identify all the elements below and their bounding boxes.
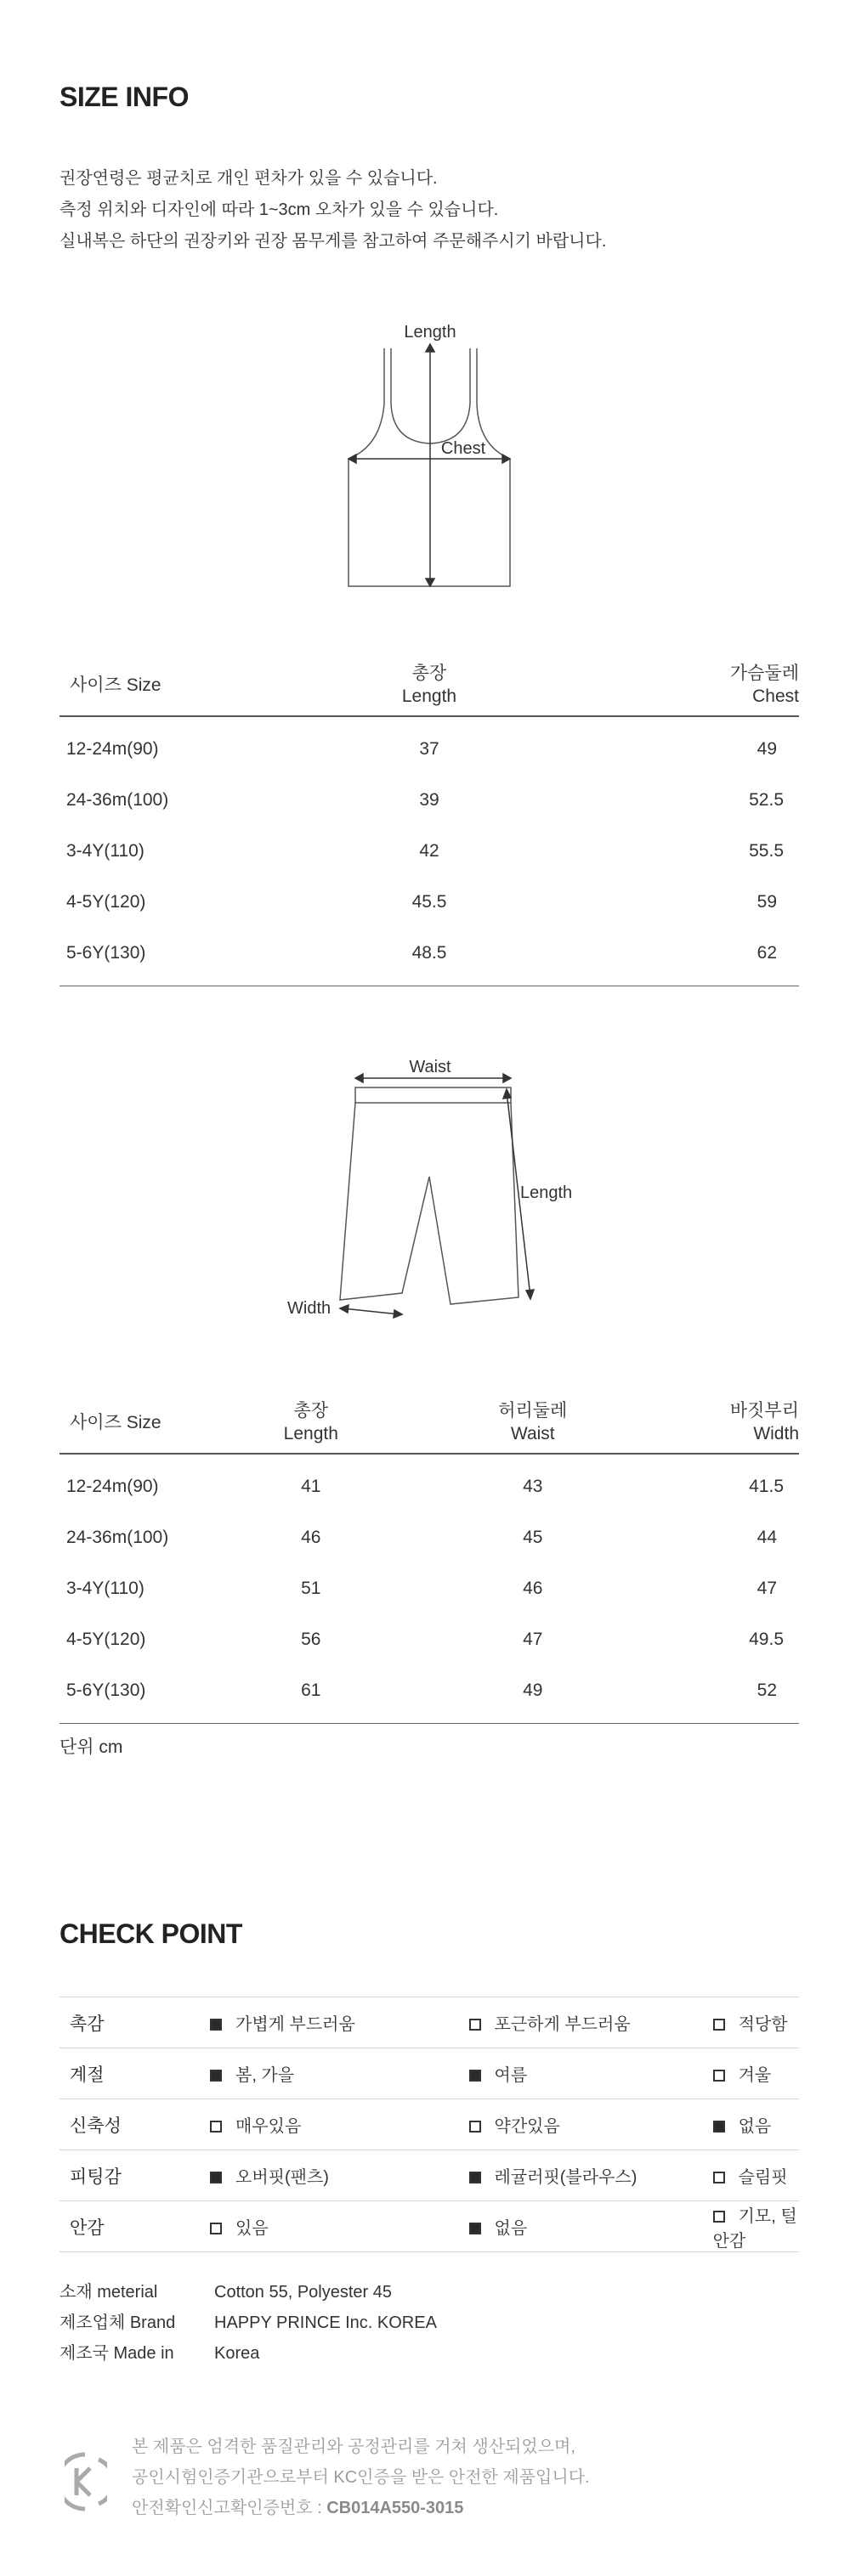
material-row: 소재 meterial Cotton 55, Polyester 45: [60, 2283, 393, 2302]
check-point-table: [60, 1997, 799, 2252]
header-size: 사이즈 Size: [60, 1392, 230, 1454]
check-option-label: 가볍게 부드러움: [235, 2015, 355, 2034]
size-note: 실내복은 하단의 권장키와 권장 몸무게를 참고하여 주문해주시기 바랍니다.: [60, 232, 607, 251]
unchecked-box-icon: [713, 2019, 725, 2031]
pants-length-label: Length: [520, 1183, 573, 1202]
check-option-label: 슬림핏: [738, 2168, 788, 2187]
check-row-label: 안감: [60, 2201, 210, 2252]
check-option-label: 봄, 가을: [235, 2066, 295, 2085]
check-row: [60, 1997, 799, 2048]
header-size: 사이즈 Size: [60, 654, 281, 716]
pants-width-label: Width: [287, 1299, 332, 1318]
unchecked-box-icon: [469, 2121, 481, 2133]
check-option: [469, 2201, 713, 2252]
check-row: [60, 2099, 799, 2150]
check-option: [469, 2048, 713, 2099]
check-row: [60, 2048, 799, 2099]
header-chest: 가슴둘레 Chest: [577, 654, 799, 716]
header-length: 총장 Length: [230, 1392, 392, 1454]
pants-measurement-diagram: [280, 1054, 586, 1330]
table-header-row: [60, 654, 799, 716]
top-size-table: [60, 654, 799, 986]
kc-notice: 본 제품은 엄격한 품질관리와 공정관리를 거쳐 생산되었으며, 공인시험인증기관으로부터 KC인증을 받은 안전한 제품입니다. 안전확인신고확인증번호 : CB014A550-3015: [132, 2438, 590, 2517]
check-option-label: 약간있음: [494, 2117, 560, 2136]
kc-mark-icon: [65, 2451, 107, 2512]
checked-box-icon: [713, 2121, 725, 2133]
check-option: [713, 2201, 799, 2252]
check-option-label: 적당함: [738, 2015, 788, 2034]
table-row: 5-6Y(130) 48.5 62: [60, 928, 799, 986]
check-option: [469, 1997, 713, 2048]
unchecked-box-icon: [713, 2070, 725, 2082]
check-row-label: 피팅감: [60, 2150, 210, 2201]
check-point-title: CHECK POINT: [60, 1918, 242, 1949]
table-header-row: [60, 1392, 799, 1454]
checked-box-icon: [210, 2019, 222, 2031]
check-option: [713, 2150, 799, 2201]
top-length-label: Length: [404, 323, 456, 342]
material-info: [60, 2277, 437, 2369]
unchecked-box-icon: [210, 2121, 222, 2133]
check-option: [469, 2099, 713, 2150]
table-row: 3-4Y(110) 42 55.5: [66, 841, 784, 861]
check-option: [713, 2099, 799, 2150]
unchecked-box-icon: [469, 2019, 481, 2031]
unchecked-box-icon: [713, 2211, 725, 2223]
header-waist: 허리둘레 Waist: [392, 1392, 673, 1454]
unchecked-box-icon: [713, 2172, 725, 2183]
check-option: [210, 2201, 469, 2252]
table-row: 24-36m(100) 46 45 44: [66, 1528, 777, 1547]
table-row: 24-36m(100) 39 52.5: [66, 790, 784, 810]
pants-size-table: [60, 1392, 799, 1724]
check-row: [60, 2150, 799, 2201]
size-note: 측정 위치와 디자인에 따라 1~3cm 오차가 있을 수 있습니다.: [60, 201, 499, 219]
table-row: 4-5Y(120) 45.5 59: [66, 892, 777, 912]
size-note: 권장연령은 평균치로 개인 편차가 있을 수 있습니다.: [60, 169, 438, 188]
check-row-label: 신축성: [60, 2099, 210, 2150]
table-row: 3-4Y(110) 51 46 47: [66, 1579, 777, 1598]
kc-certificate-number: CB014A550-3015: [326, 2499, 464, 2517]
table-row: 12-24m(90) 41 43 41.5: [66, 1477, 784, 1496]
size-notes: [60, 163, 606, 257]
checked-box-icon: [469, 2172, 481, 2183]
size-info-title: SIZE INFO: [60, 82, 189, 112]
checked-box-icon: [469, 2223, 481, 2234]
check-option: [713, 2048, 799, 2099]
origin-row: 제조국 Made in Korea: [60, 2344, 260, 2363]
checked-box-icon: [469, 2070, 481, 2082]
table-row: 4-5Y(120) 56 47 49.5: [66, 1630, 784, 1649]
check-row-label: 계절: [60, 2048, 210, 2099]
check-option-label: 오버핏(팬츠): [235, 2168, 329, 2187]
check-option-label: 없음: [738, 2117, 772, 2136]
check-option-label: 포근하게 부드러움: [494, 2015, 631, 2034]
unchecked-box-icon: [210, 2223, 222, 2234]
check-option-label: 없음: [494, 2219, 528, 2238]
check-row: [60, 2201, 799, 2252]
check-option-label: 매우있음: [235, 2117, 302, 2136]
check-option-label: 겨울: [738, 2066, 772, 2085]
top-chest-label: Chest: [440, 439, 486, 458]
check-option: [210, 2048, 469, 2099]
check-option: [469, 2150, 713, 2201]
table-row: 5-6Y(130) 61 49 52: [60, 1665, 799, 1724]
brand-row: 제조업체 Brand HAPPY PRINCE Inc. KOREA: [60, 2313, 437, 2332]
header-length: 총장 Length: [281, 654, 577, 716]
check-option-label: 기모, 털안감: [712, 2206, 797, 2251]
unit-note: 단위 cm: [60, 1737, 123, 1757]
pants-waist-label: Waist: [409, 1058, 451, 1076]
checked-box-icon: [210, 2070, 222, 2082]
checked-box-icon: [210, 2172, 222, 2183]
check-option-label: 여름: [494, 2066, 528, 2085]
table-row: 12-24m(90) 37 49: [66, 739, 777, 759]
check-option: [210, 2150, 469, 2201]
check-row-label: 촉감: [60, 1997, 210, 2048]
check-option-label: 레귤러핏(블라우스): [494, 2168, 638, 2187]
top-measurement-diagram: [323, 314, 544, 595]
header-width: 바짓부리 Width: [673, 1392, 799, 1454]
check-option-label: 있음: [235, 2219, 269, 2238]
check-option: [713, 1997, 799, 2048]
check-option: [210, 1997, 469, 2048]
check-option: [210, 2099, 469, 2150]
